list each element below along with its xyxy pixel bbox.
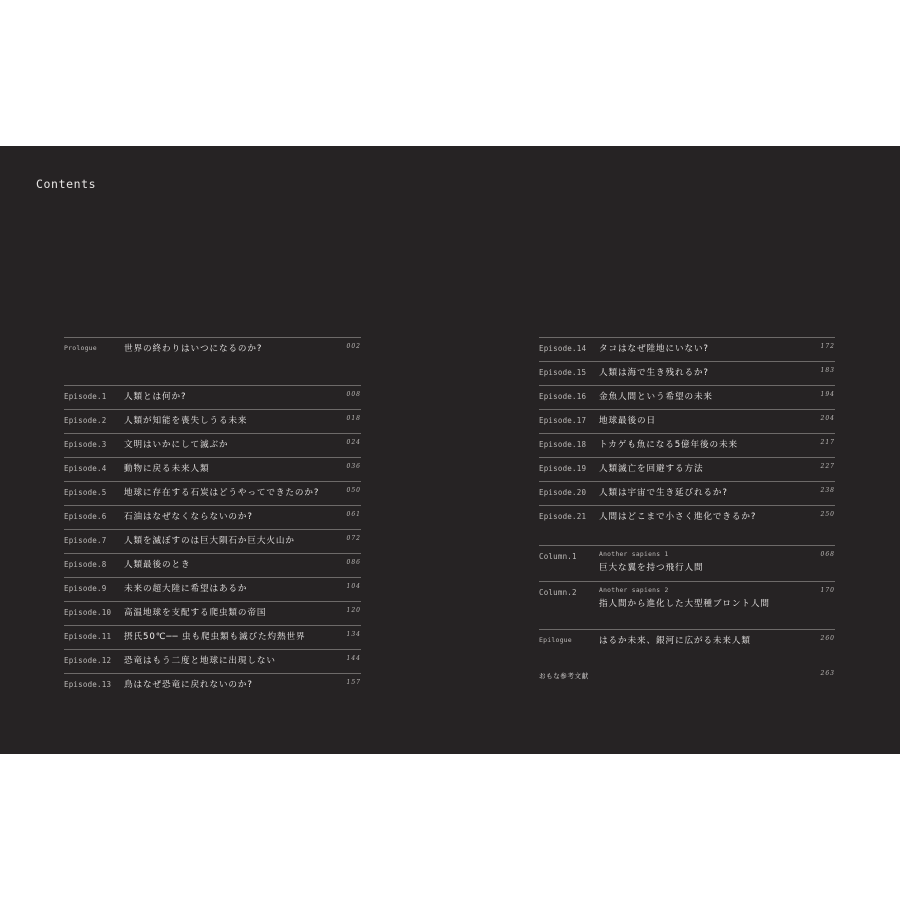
episode-label: Episode.16 (539, 392, 587, 401)
toc-entry[interactable] (539, 433, 835, 457)
entry-title: 人類を滅ぼすのは巨大隕石か巨大火山か (124, 536, 295, 546)
entry-title: 人類とは何か? (124, 392, 187, 402)
page-number: 170 (820, 587, 835, 594)
toc-entry[interactable] (64, 625, 361, 649)
page-number: 086 (346, 559, 361, 566)
entry-title: 高温地球を支配する爬虫類の帝国 (124, 608, 267, 618)
toc-entry[interactable] (64, 433, 361, 457)
page-number: 120 (346, 607, 361, 614)
column-label: Column.1 (539, 552, 577, 561)
page-number: 217 (820, 439, 835, 446)
episode-label: Episode.17 (539, 416, 587, 425)
column-title: 巨大な翼を持つ飛行人間 (599, 563, 704, 573)
toc-right-column (539, 337, 835, 689)
toc-entry[interactable] (539, 505, 835, 544)
entry-title: 人間はどこまで小さく進化できるか? (599, 512, 757, 522)
page-number: 024 (346, 439, 361, 446)
toc-entry[interactable] (64, 505, 361, 529)
toc-entry[interactable] (539, 457, 835, 481)
episode-label: Episode.15 (539, 368, 587, 377)
episode-label: Episode.3 (64, 440, 107, 449)
toc-entry[interactable] (64, 481, 361, 505)
page-number: 227 (820, 463, 835, 470)
episode-label: Episode.7 (64, 536, 107, 545)
episode-label: Episode.14 (539, 344, 587, 353)
page-number: 260 (820, 635, 835, 642)
episode-label: Episode.8 (64, 560, 107, 569)
toc-left-column (64, 337, 361, 697)
toc-entry-column-2[interactable] (539, 581, 835, 629)
contents-title: Contents (36, 177, 97, 191)
toc-entry[interactable] (539, 361, 835, 385)
episode-label: Prologue (64, 344, 97, 352)
entry-title: タコはなぜ陸地にいない? (599, 344, 709, 354)
episode-label: Episode.5 (64, 488, 107, 497)
page-number: 194 (820, 391, 835, 398)
page-number: 072 (346, 535, 361, 542)
page-number: 157 (346, 679, 361, 686)
toc-entry-prologue[interactable] (64, 337, 361, 385)
column-title-block (599, 587, 770, 609)
entry-title: 金魚人間という希望の未来 (599, 392, 713, 402)
toc-entry[interactable] (64, 409, 361, 433)
toc-entry-epilogue[interactable] (539, 629, 835, 665)
page-number: 050 (346, 487, 361, 494)
entry-title: 人類は海で生き残れるか? (599, 368, 709, 378)
page-number: 104 (346, 583, 361, 590)
toc-entry[interactable] (64, 601, 361, 625)
page-number: 183 (820, 367, 835, 374)
entry-title: 人類は宇宙で生き延びれるか? (599, 488, 728, 498)
page-number: 134 (346, 631, 361, 638)
entry-title: 未来の超大陸に希望はあるか (124, 584, 248, 594)
page-number: 002 (346, 343, 361, 350)
entry-title: 恐竜はもう二度と地球に出現しない (124, 656, 276, 666)
toc-entry[interactable] (539, 409, 835, 433)
entry-title: 石油はなぜなくならないのか? (124, 512, 253, 522)
toc-entry[interactable] (64, 529, 361, 553)
toc-entry-column-1[interactable] (539, 545, 835, 581)
episode-label: Episode.10 (64, 608, 112, 617)
entry-title: 人類滅亡を回避する方法 (599, 464, 704, 474)
episode-label: Episode.11 (64, 632, 112, 641)
entry-title: はるか未来、銀河に広がる未来人類 (599, 636, 751, 646)
column-label: Column.2 (539, 588, 577, 597)
page-number: 144 (346, 655, 361, 662)
column-title-block (599, 551, 703, 573)
page-number: 018 (346, 415, 361, 422)
page-number: 036 (346, 463, 361, 470)
toc-entry[interactable] (64, 553, 361, 577)
episode-label: Episode.20 (539, 488, 587, 497)
toc-entry[interactable] (64, 385, 361, 409)
toc-entry[interactable] (64, 457, 361, 481)
toc-entry[interactable] (539, 385, 835, 409)
entry-title: 鳥はなぜ恐竜に戻れないのか? (124, 680, 253, 690)
episode-label: Episode.13 (64, 680, 112, 689)
page-number: 068 (820, 551, 835, 558)
toc-entry[interactable] (539, 481, 835, 505)
toc-entry[interactable] (64, 577, 361, 601)
episode-label: Episode.21 (539, 512, 587, 521)
entry-title: 人類が知能を喪失しうる未来 (124, 416, 248, 426)
entry-title: 世界の終わりはいつになるのか? (124, 344, 263, 354)
episode-label: Episode.1 (64, 392, 107, 401)
column-subtitle: Another sapiens 2 (599, 587, 669, 594)
toc-entry[interactable] (539, 337, 835, 361)
page-number: 204 (820, 415, 835, 422)
entry-title: 人類最後のとき (124, 560, 191, 570)
page-number: 061 (346, 511, 361, 518)
toc-entry-references[interactable] (539, 665, 835, 689)
entry-title: 動物に戻る未来人類 (124, 464, 210, 474)
page-number: 263 (820, 670, 835, 677)
episode-label: Episode.6 (64, 512, 107, 521)
episode-label: Epilogue (539, 636, 572, 644)
page-number: 172 (820, 343, 835, 350)
entry-title: 文明はいかにして滅ぶか (124, 440, 229, 450)
episode-label: Episode.18 (539, 440, 587, 449)
page-number: 238 (820, 487, 835, 494)
book-spread (0, 146, 900, 754)
column-subtitle: Another sapiens 1 (599, 551, 669, 558)
column-title: 指人間から進化した大型種ブロント人間 (599, 599, 770, 609)
toc-entry[interactable] (64, 649, 361, 673)
entry-title: 地球に存在する石炭はどうやってできたのか? (124, 488, 320, 498)
entry-title: 地球最後の日 (599, 416, 656, 426)
entry-title: 摂氏50℃── 虫も爬虫類も滅びた灼熱世界 (124, 632, 306, 642)
episode-label: Episode.19 (539, 464, 587, 473)
episode-label: Episode.2 (64, 416, 107, 425)
page-number: 008 (346, 391, 361, 398)
references-label: おもな参考文献 (539, 672, 589, 680)
episode-label: Episode.12 (64, 656, 112, 665)
episode-label: Episode.9 (64, 584, 107, 593)
entry-title: トカゲも魚になる5億年後の未来 (599, 440, 739, 450)
toc-entry[interactable] (64, 673, 361, 697)
page-number: 250 (820, 511, 835, 518)
episode-label: Episode.4 (64, 464, 107, 473)
